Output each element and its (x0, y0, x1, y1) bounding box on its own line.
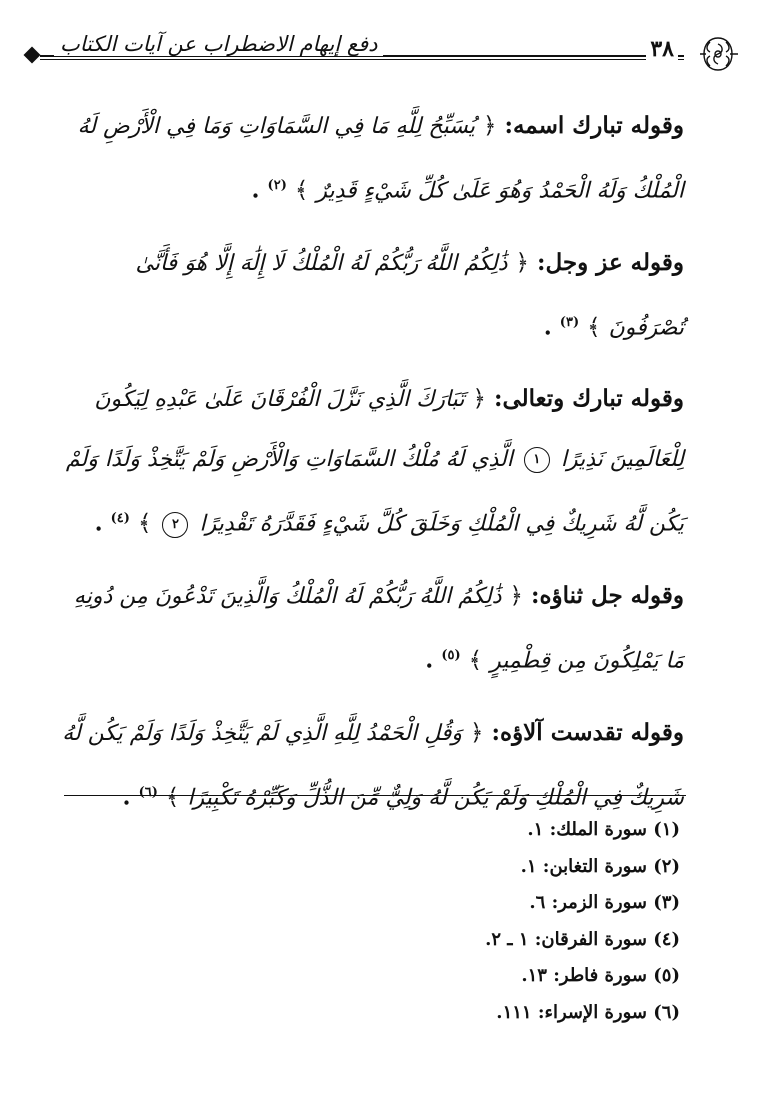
full-stop: . (94, 509, 103, 537)
page-number: ٣٨ (646, 36, 678, 62)
quran-verse: ذَٰلِكُمُ اللَّهُ رَبُّكُمْ لَهُ الْمُلْكُ وَالَّذِينَ تَدْعُونَ مِن دُونِهِ مَا يَمْلِكُونَ مِن قِطْمِيرٍ (73, 583, 684, 674)
diamond-ornament-icon (24, 47, 41, 64)
footnote-ref: (٥) (441, 647, 461, 663)
footnote-item: (٣) سورة الزمر: ٦. (529, 892, 680, 913)
quran-close-bracket: ﴾ (587, 314, 601, 341)
header-rule-thin (40, 59, 684, 60)
footnote-item: (٢) سورة التغابن: ١. (520, 855, 680, 877)
ayah-number-icon: ٢ (162, 512, 188, 538)
page-header (26, 30, 744, 74)
main-text (62, 96, 684, 839)
quran-close-bracket: ﴾ (137, 510, 152, 537)
quran-verse-2: الَّذِي لَهُ مُلْكُ السَّمَاوَاتِ وَالْأَرْضِ وَلَمْ يَتَّخِذْ وَلَدًا وَلَمْ يَكُن لَّهُ شَرِيكٌ فِي الْمُلْكِ وَخَلَقَ كُلَّ شَيْءٍ فَقَدَّرَهُ تَقْدِيرًا (65, 447, 684, 537)
quran-open-bracket: ﴿ (515, 249, 529, 276)
paragraph-intro: وقوله جل ثناؤه: (531, 581, 684, 609)
footnote-item: (١) سورة الملك: ١. (527, 819, 680, 840)
floral-ornament-icon (696, 34, 740, 74)
footnote-ref: (٣) (559, 314, 580, 330)
full-stop: . (251, 176, 260, 204)
quran-verse: يُسَبِّحُ لِلَّهِ مَا فِي السَّمَاوَاتِ وَمَا فِي الْأَرْضِ لَهُ الْمُلْكُ وَلَهُ الْحَمْدُ وَهُوَ عَلَىٰ كُلِّ شَيْءٍ قَدِيرٌ (77, 114, 684, 204)
paragraph-4 (62, 566, 684, 691)
quran-verse: وَقُلِ الْحَمْدُ لِلَّهِ الَّذِي لَمْ يَتَّخِذْ وَلَدًا وَلَمْ يَكُن لَّهُ شَرِيكٌ فِي الْمُلْكِ وَلَمْ يَكُن لَّهُ وَلِيٌّ مِّنَ الذُّلِّ وَكَبِّرْهُ تَكْبِيرًا (62, 720, 684, 811)
paragraph-intro: وقوله عز وجل: (537, 248, 684, 276)
quran-open-bracket: ﴿ (482, 113, 497, 139)
quran-close-bracket: ﴾ (165, 784, 180, 811)
footnote-divider (64, 795, 686, 796)
paragraph-1 (62, 96, 684, 221)
footnote-item: (٥) سورة فاطر: ١٣. (521, 965, 680, 986)
quran-verse: ذَٰلِكُمُ اللَّهُ رَبُّكُمْ لَهُ الْمُلْكُ لَا إِلَٰهَ إِلَّا هُوَ فَأَنَّىٰ تُصْرَفُونَ (135, 250, 684, 341)
quran-open-bracket: ﴿ (470, 719, 484, 746)
full-stop: . (543, 313, 552, 341)
footnote-item: (٤) سورة الفرقان: ١ ـ ٢. (485, 928, 680, 950)
footnote-ref: (٤) (110, 511, 130, 527)
quran-close-bracket: ﴾ (468, 647, 483, 674)
footnote-item: (٦) سورة الإسراء: ١١١. (496, 1001, 680, 1023)
ayah-number-icon: ١ (524, 447, 550, 473)
footnotes-list (180, 812, 680, 1031)
quran-open-bracket: ﴿ (472, 386, 486, 413)
paragraph-intro: وقوله تقدست آلاؤه: (491, 718, 684, 746)
paragraph-intro: وقوله تبارك وتعالى: (493, 385, 684, 413)
paragraph-3 (62, 369, 684, 554)
footnote-ref: (٢) (267, 178, 287, 193)
paragraph-5 (62, 703, 684, 828)
full-stop: . (122, 783, 131, 811)
paragraph-intro: وقوله تبارك اسمه: (504, 112, 684, 139)
quran-verse: تَبَارَكَ الَّذِي نَزَّلَ الْفُرْقَانَ عَلَىٰ عَبْدِهِ لِيَكُونَ لِلْعَالَمِينَ نَذِيرًا (94, 387, 684, 473)
running-head: دفع إيهام الاضطراب عن آيات الكتاب (54, 32, 383, 56)
quran-close-bracket: ﴾ (294, 177, 309, 204)
paragraph-2 (62, 233, 684, 358)
footnote-ref: (٦) (138, 784, 158, 800)
full-stop: . (425, 646, 434, 674)
quran-open-bracket: ﴿ (509, 582, 523, 609)
